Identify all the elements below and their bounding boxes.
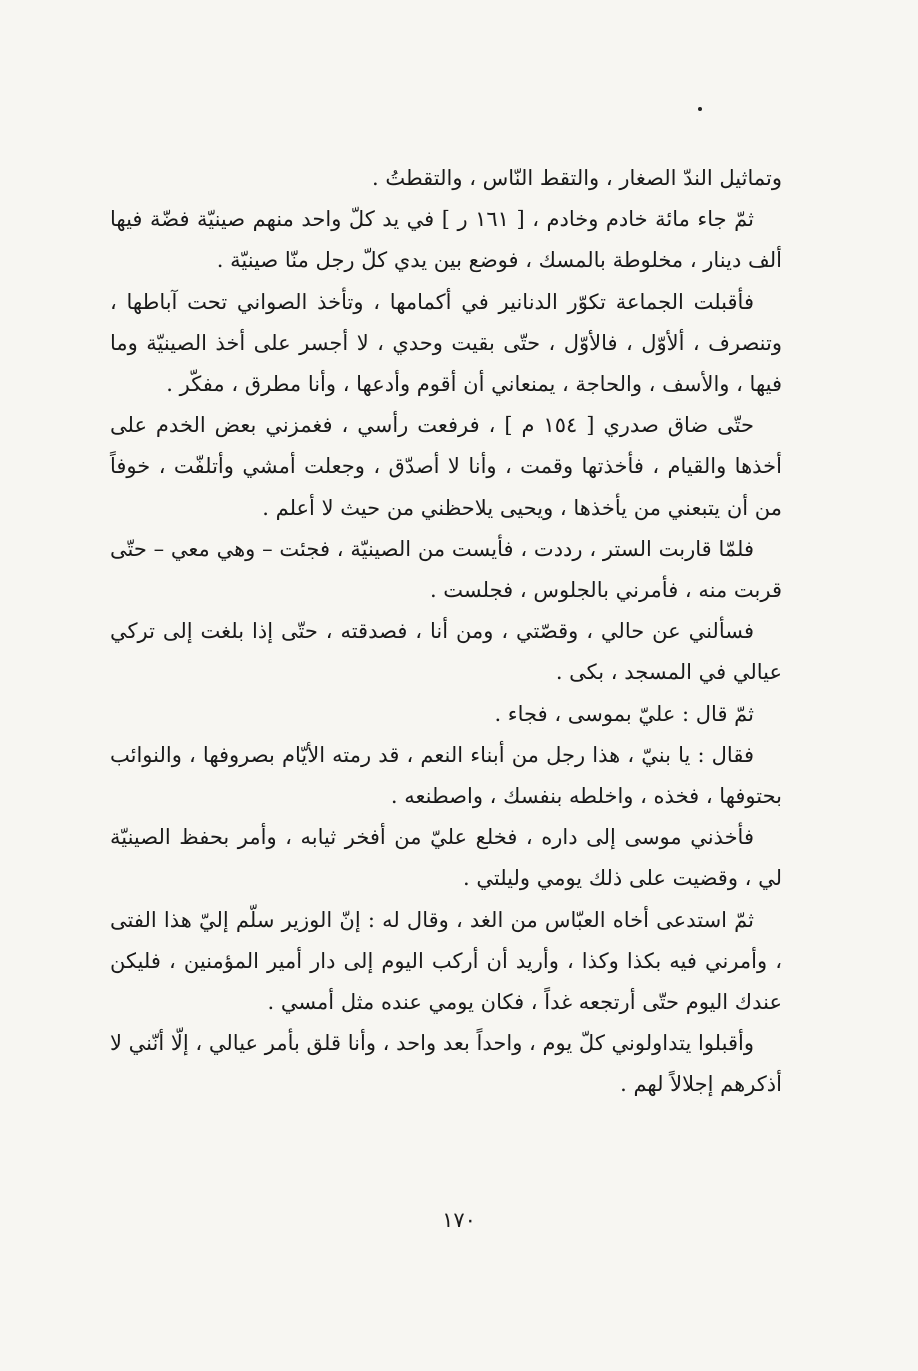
paragraph-10: ثمّ استدعى أخاه العبّاس من الغد ، وقال له : إنّ الوزير سلّم إليّ هذا الفتى ، وأمرني فيه بكذا وكذا ، وأريد أن أركب اليوم إلى دار أمير المؤمنين ، فليكن عندك اليوم حتّى أرتجعه غداً ، فكان يومي عنده مثل أمسي . [110,907,782,1015]
body-text [110,158,782,1106]
paragraph-2: ثمّ جاء مائة خادم وخادم ، [ ١٦١ ر ] في يد كلّ واحد منهم صينيّة فضّة فيها ألف دينار ، مخلوطة بالمسك ، فوضع بين يدي كلّ رجل منّا صينيّة . [110,207,782,273]
paragraph-5: فلمّا قاربت الستر ، رددت ، فأيست من الصينيّة ، فجئت – وهي معي – حتّى قربت منه ، فأمرني بالجلوس ، فجلست . [110,536,782,603]
paragraph-9: فأخذني موسى إلى داره ، فخلع عليّ من أفخر ثيابه ، وأمر بحفظ الصينيّة لي ، وقضيت على ذلك يومي وليلتي . [110,825,782,891]
paragraph-11: وأقبلوا يتداولوني كلّ يوم ، واحداً بعد واحد ، وأنا قلق بأمر عيالي ، إلّا أنّني لا أذكرهم إجلالاً لهم . [110,1031,782,1097]
page-number: ١٧٠ [442,1208,476,1232]
paragraph-4: حتّى ضاق صدري [ ١٥٤ م ] ، فرفعت رأسي ، فغمزني بعض الخدم على أخذها والقيام ، فأخذتها وقمت ، وأنا لا أصدّق ، وجعلت أمشي وأتلفّت ، خوفاً من أن يتبعني من يأخذها ، ويحيى يلاحظني من حيث لا أعلم . [110,413,782,520]
paragraph-7: ثمّ قال : عليّ بموسى ، فجاء . [494,701,754,726]
paragraph-1: وتماثيل الندّ الصغار ، والتقط النّاس ، والتقطتُ . [371,166,782,190]
paragraph-3: فأقبلت الجماعة تكوّر الدنانير في أكمامها ، وتأخذ الصواني تحت آباطها ، وتنصرف ، ألأوّل ، فالأوّل ، حتّى بقيت وحدي ، لا أجسر على أخذ الصينيّة وما فيها ، والأسف ، والحاجة ، يمنعاني أن أقوم وأدعها ، وأنا مطرق ، مفكّر . [110,289,782,397]
paragraph-6: فسألني عن حالي ، وقصّتي ، ومن أنا ، فصدقته ، حتّى إذا بلغت إلى تركي عيالي في المسجد ، بكى . [110,619,782,685]
paragraph-8: فقال : يا بنيّ ، هذا رجل من أبناء النعم ، قد رمته الأيّام بصروفها ، والنوائب بحتوفها ، فخذه ، واخلطه بنفسك ، واصطنعه . [110,742,782,809]
ink-speck [698,107,702,111]
